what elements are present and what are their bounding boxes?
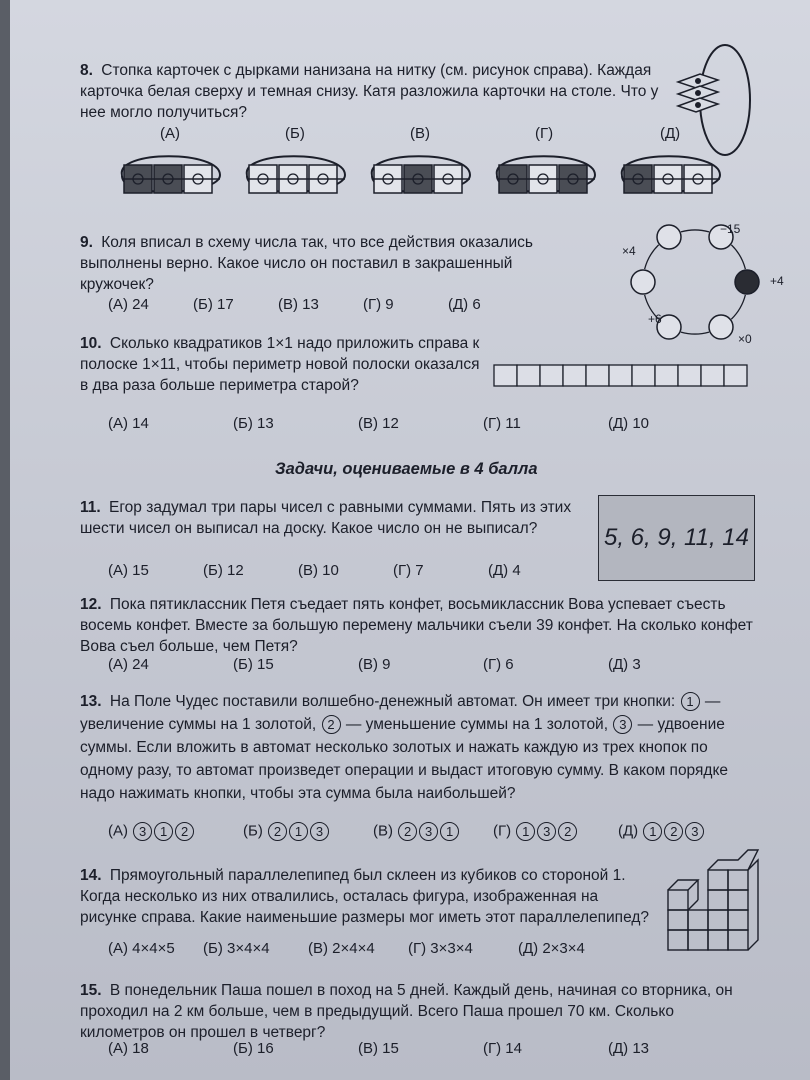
answer-option: (В) 10 [298,562,339,579]
circled-button-digit: 2 [175,822,194,841]
answer-option [618,822,705,841]
shaded-circle [735,270,759,294]
circled-button-digit: 3 [537,822,556,841]
answer-option: (А) 4×4×5 [108,940,175,957]
problem-text: Коля вписал в схему числа так, что все действия оказались выполнены верно. Какое число он поставил в закрашенный кружочек? [80,234,533,293]
answer-option: (В) 13 [278,296,319,313]
circled-button-digit: 3 [133,822,152,841]
operation-label: −15 [720,222,741,236]
strip-cell [678,365,701,386]
answer-option [243,822,330,841]
answer-option: (А) 14 [108,415,149,432]
option-label: (Г) [535,125,554,142]
circled-button-digit: 2 [664,822,683,841]
answer-option: (Б) 3×4×4 [203,940,270,957]
circled-button-digit: 1 [643,822,662,841]
operation-label: +6 [648,312,662,326]
problem-9 [80,232,590,295]
answer-option: (Г) 14 [483,1040,522,1057]
answer-option: (Г) 3×3×4 [408,940,473,957]
answer-option: (Д) 6 [448,296,481,313]
operation-label: ×4 [622,244,636,258]
problem-text: В понедельник Паша пошел в поход на 5 дней. Каждый день, начиная со вторника, он проходил на 2 км больше, чем в предыдущий. Всего Паша прошел 70 км. Сколько километров он прошел в четверг? [80,982,733,1041]
strip-cell [517,365,540,386]
answer-option [373,822,460,841]
strip-cell [655,365,678,386]
strip-cell [563,365,586,386]
problem-number: 12. [80,596,102,613]
problem-8 [80,60,660,123]
circled-button-digit: 2 [398,822,417,841]
workbook-page [10,0,810,1080]
arrow-arc [645,245,659,269]
problem-number: 13. [80,693,102,710]
answer-option: (В) 15 [358,1040,399,1057]
operation-label: ×0 [738,332,752,346]
problem-number: 9. [80,234,93,251]
answer-option: (В) 2×4×4 [308,940,375,957]
card-option [622,156,720,193]
empty-circle [709,315,733,339]
answer-option: (Г) 9 [363,296,394,313]
circled-button-digit: 1 [154,822,173,841]
answer-label: (В) [373,822,398,840]
problem-12 [80,594,760,657]
answer-option: (Б) 17 [193,296,234,313]
answer-option: (Д) 10 [608,415,650,432]
problem-text: Стопка карточек с дырками нанизана на нитку (см. рисунок справа). Каждая карточка белая сверху и темная снизу. Катя разложила карточки на столе. Что у нее могло получиться? [80,62,659,121]
circled-button-digit: 2 [268,822,287,841]
circled-button-digit: 1 [289,822,308,841]
answer-option: (Д) 4 [488,562,521,579]
operation-label: +4 [770,274,784,288]
circled-button-digit: 1 [440,822,459,841]
option-label: (А) [160,125,180,142]
problem-13 [80,690,760,805]
problem-number: 14. [80,867,102,884]
card-option [247,156,345,193]
option-label: (Б) [285,125,305,142]
strip-1x11 [493,364,749,388]
answer-option: (Г) 6 [483,656,514,673]
button-3-symbol: 3 [613,715,632,734]
answer-option: (Б) 15 [233,656,274,673]
circled-button-digit: 2 [558,822,577,841]
answer-option: (Б) 16 [233,1040,274,1057]
problem-text: Сколько квадратиков 1×1 надо приложить справа к полоске 1×11, чтобы периметр новой полоски оказался в два раза больше периметра старой? [80,335,480,394]
strip-cell [701,365,724,386]
strip-cell [724,365,747,386]
section-title: Задачи, оцениваемые в 4 балла [275,460,538,478]
circled-button-digit: 1 [516,822,535,841]
arrow-arc [681,230,709,232]
problem-text: Пока пятиклассник Петя съедает пять конфет, восьмиклассник Вова успевает съесть восемь конфет. Вместе за большую перемену мальчики съели 39 конфет. На сколько конфет Вова съел больше, чем Петя? [80,596,753,655]
number-circle-diagram [620,215,784,350]
problem-11 [80,497,580,539]
button-1-text: — увеличение суммы на 1 золотой, [80,693,721,733]
answer-option: (В) 12 [358,415,399,432]
empty-circle [631,270,655,294]
empty-circle [657,225,681,249]
strip-cell [632,365,655,386]
card-option [497,156,595,193]
card-options-figure [110,145,740,215]
circled-button-digit: 3 [419,822,438,841]
answer-option: (Б) 12 [203,562,244,579]
answer-option: (А) 24 [108,656,149,673]
answer-option [493,822,578,841]
problem-number: 10. [80,335,102,352]
option-label: (В) [410,125,430,142]
arrow-arc [731,295,745,319]
button-1-symbol: 1 [681,692,700,711]
answer-option [108,822,195,841]
answer-option: (А) 15 [108,562,149,579]
button-2-text: — уменьшение суммы на 1 золотой, [345,716,609,733]
arrow-arc [681,332,709,334]
answer-option: (Г) 7 [393,562,424,579]
strip-cell [609,365,632,386]
answer-label: (А) [108,822,133,840]
problem-number: 8. [80,62,93,79]
card-stack-figure [670,40,760,160]
answer-option: (Д) 2×3×4 [518,940,585,957]
problem-14 [80,865,650,928]
strip-cell [494,365,517,386]
circled-button-digit: 3 [685,822,704,841]
answer-label: (Г) [493,822,516,840]
answer-label: (Б) [243,822,268,840]
answer-option: (Д) 3 [608,656,641,673]
answer-label: (Д) [618,822,643,840]
card-option [372,156,470,193]
answer-option: (Д) 13 [608,1040,650,1057]
board-numbers: 5, 6, 9, 11, 14 [598,495,755,581]
problem-text-intro: На Поле Чудес поставили волшебно-денежный автомат. Он имеет три кнопки: [109,693,676,710]
problem-number: 15. [80,982,102,999]
option-label: (Д) [660,125,681,142]
cube-figure [660,850,760,970]
problem-text: Прямоугольный параллелепипед был склеен из кубиков со стороной 1. Когда несколько из них отвалились, осталась фигура, изображенная на рисунке справа. Какие наименьшие размеры мог иметь этот параллелепипед? [80,867,650,926]
circled-button-digit: 3 [310,822,329,841]
problem-10 [80,333,480,396]
problem-15 [80,980,760,1043]
answer-option: (А) 24 [108,296,149,313]
answer-option: (А) 18 [108,1040,149,1057]
problem-text: Егор задумал три пары чисел с равными суммами. Пять из этих шести чисел он выписал на доску. Какое число он не выписал? [80,499,572,537]
answer-option: (Б) 13 [233,415,274,432]
answer-option: (Г) 11 [483,415,521,432]
answer-option: (В) 9 [358,656,391,673]
card-option [122,156,220,193]
button-3-text: — удвоение суммы. Если вложить в автомат несколько золотых и нажать каждую из трех кнопок по одному разу, то автомат произведет операции и выдаст итоговую сумму. В каком порядке надо нажимать кнопки, чтобы эта сумма была наибольшей? [80,716,729,802]
button-2-symbol: 2 [322,715,341,734]
arrow-arc [731,245,745,269]
strip-cell [540,365,563,386]
strip-cell [586,365,609,386]
problem-number: 11. [80,499,101,516]
